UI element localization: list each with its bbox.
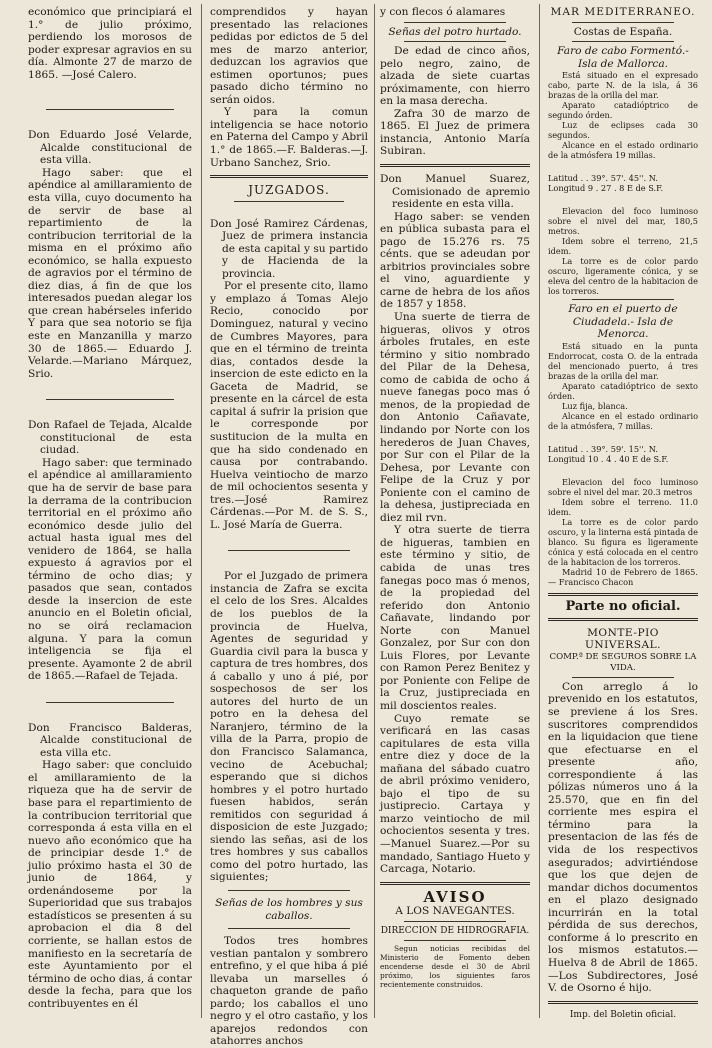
- separator: [404, 921, 506, 922]
- column-3: [380, 6, 530, 989]
- faro-formento-body: Está situado en el expresado cabo, parte N. de la isla, á 36 brazas de la orilla del mar.: [548, 70, 698, 101]
- column-1: [28, 6, 192, 1010]
- double-separator: [380, 882, 530, 885]
- notice-manzanilla-heading: Don Eduardo José Velarde, Alcalde constitucional de esta villa.: [28, 129, 192, 167]
- aviso-body: Segun noticias recibidas del Ministerio de Fomento deben encenderse desde el 30 de Abril próximo, los siguientes faros recientemente construidos.: [380, 944, 530, 990]
- separator: [46, 109, 174, 110]
- montepio-body: Con arreglo á lo prevenido en los estatutos, se previene á los Sres. suscritores comprendidos en la liquidacion que tiene que efectuarse en el presente año, correspondiente á las pólizas números uno á la 25.570, que en fin del corriente mes espira el término para la presentacion de las fés de vida de los respectivos asegurados; advirtiéndose que los que dejen de mandar dichos documentos en el plazo designado incurrirán en la total pérdida de sus derechos, conforme á lo prescrito en los mismos estatutos.—Huelva 8 de Abril de 1865.—Los Subdirectores, José V. de Osorno é hijo.: [548, 680, 698, 995]
- double-separator: [210, 175, 368, 178]
- separator: [404, 22, 506, 23]
- faro-formento-alcance: Alcance en el estado ordinario de la atmósfera 19 millas.: [548, 140, 698, 161]
- faro-ciudadela-luz: Luz fija, blanca.: [562, 400, 628, 411]
- faro-formento-torre: La torre es de color pardo oscuro, ligeramente cónica, y se eleva del centro de la habitacion de los torreros.: [548, 256, 698, 297]
- notice-cartaya-body-4: Cuyo remate se verificará en las casas capitulares de esta villa entre diez y doce de la mañana del sábado cuatro de abril próximo venidero, bajo el tipo de su justiprecio. Cartaya y marzo veintiocho de mil ochocientos sesenta y tres.—Manuel Suarez.—Por su mandado, Santiago Hueto y Carcaga, Notario.: [380, 712, 530, 876]
- separator: [404, 41, 506, 42]
- notice-zafra-signature: Zafra 30 de marzo de 1865. El Juez de primera instancia, Antonio María Subiran.: [380, 107, 530, 158]
- notice-cartaya-body-1: Hago saber: se venden en pública subasta para el pago de 15.276 rs. 75 cénts. que se adeudan por arbitrios provinciales sobre el vino, aguardiente y carne de hebra de los años de 1857 y 1858.: [380, 210, 530, 311]
- montepio-heading: MONTE-PIO UNIVERSAL.: [584, 626, 662, 652]
- separator: [234, 201, 344, 202]
- section-heading-juzgados: JUZGADOS.: [248, 183, 330, 198]
- costas-heading: Costas de España.: [573, 25, 673, 38]
- aviso-subheading: A LOS NAVEGANTES.: [395, 905, 515, 918]
- separator: [572, 41, 674, 42]
- subheading-senas-potro: Señas del potro hurtado.: [388, 25, 522, 38]
- montepio-subheading: COMP.ª DE SEGUROS SOBRE LA VIDA.: [549, 651, 697, 673]
- faro-ciudadela-alcance: Alcance en el estado ordinario de la atmósfera, 7 millas.: [548, 410, 698, 431]
- faro-ciudadela-idem: Idem sobre el terreno. 11.0 idem.: [548, 496, 698, 517]
- imprenta-footer: Imp. del Boletin oficial.: [569, 1009, 677, 1020]
- column-divider: [374, 4, 375, 1018]
- separator: [46, 702, 174, 703]
- notice-zafra-hombres: Todos tres hombres vestian pantalon y sombrero entrefino, y el que hiba á pié llevaba un marselles ó chaqueton grande de paño pardo; los caballos el uno negro y el otro castaño, y los aparejos redondos con atahorres anchos: [210, 935, 368, 1048]
- faro-ciudadela-aparato: Aparato catadióptrico de sexto órden.: [548, 380, 698, 401]
- faro-ciudadela-title: Faro en el puerto de Ciudadela.- Isla de Menorca.: [568, 303, 678, 341]
- separator: [46, 399, 174, 400]
- direccion-hidrografia: DIRECCION DE HIDROGRAFIA.: [380, 925, 530, 936]
- notice-paterna-body: Hago saber: que concluido el amillaramiento de la riqueza que ha de servir de base para el repartimiento de la contribucion territorial que corresponda á esta villa en el nuevo año económico que ha de principiar desde 1.° de julio próximo hasta el 30 de junio de 1864, y ordenándoseme por la Superioridad que sus trabajos estadísticos se presenten á su aprobacion el dia 8 del corriente, se hallan estos de manifiesto en la secretaría de este Ayuntamiento por el término de ocho dias, á contar desde la fecha, para que los contribuyentes en él: [28, 759, 193, 1010]
- notice-huelva-heading: Don José Ramirez Cárdenas, Juez de primera instancia de esta capital y su partido y de Hacienda de la provincia.: [210, 217, 368, 280]
- faro-formento-aparato: Aparato catadióptrico de segundo órden.: [548, 100, 698, 121]
- faro-formento-longitud: Longitud 9 . 27 . 8 E de S.F.: [548, 183, 664, 194]
- notice-cartaya-body-2: Una suerte de tierra de higueras, olivos y otros árboles frutales, en este término y sitio nombrado del Pilar de la Dehesa, como de cabida de ocho á nueve fanegas poco mas ó menos, de la propiedad de don Antonio Cañavate, lindando por Norte con los herederos de Juan Chaves, por Sur con el Pilar de la Dehesa, por Levante con Felipe de la Cruz y por Poniente con el camino de la dehesa, justipreciada en diez mil rvn.: [380, 311, 530, 524]
- separator: [572, 677, 674, 678]
- separator: [228, 550, 350, 551]
- separator: [572, 22, 674, 23]
- notice-zafra-cont: y con flecos ó alamares: [380, 6, 506, 18]
- parte-no-oficial-heading: Parte no oficial.: [565, 598, 681, 614]
- double-separator: [548, 1001, 698, 1004]
- notice-zafra-body: Por el Juzgado de primera instancia de Zafra se excita el celo de los Sres. Alcaldes de los pueblos de la provincia de Huelva, Agentes de seguridad y Guardia civil para la busca y captura de tres hombres, dos á caballo y uno á pié, por sospechosos de ser los autores del hurto de un potro en la dehesa del Naranjero, término de la villa de la Parra, propio de don Francisco Salamanca, vecino de Acebuchal; esperando que si dichos hombres y el potro hurtado fuesen habidos, serán remitidos con seguridad á disposicion de este Juzgado; siendo las señas, asi de los tres hombres y sus caballos como del potro hurtado, las siguientes;: [210, 570, 368, 884]
- faro-ciudadela-torre: La torre es de color pardo oscuro, y la linterna está pintada de blanco. Su figura es ligeramente cónica y está colocada en el centro de la habitacion de los torreros.: [548, 516, 698, 567]
- notice-cartaya-body-3: Y otra suerte de tierra de higueras, tambien en este término y sitio, de cabida de unas tres fanegas poco mas ó menos, de la propiedad del referido don Antonio Cañavate, lindando por Norte con Manuel Gonzalez, por Sur con don Luis Flores, por Levante con Ramon Perez Benitez y por Poniente con Felipe de la Cruz, justipreciada en mil doscientos reales.: [380, 524, 530, 712]
- separator: [228, 890, 350, 891]
- separator: [572, 299, 674, 300]
- notice-zafra-potro: De edad de cinco años, pelo negro, zaino, de alzada de siete cuartas próximamente, con hierro en la masa derecha.: [380, 45, 530, 108]
- column-4: [548, 6, 698, 1020]
- faro-ciudadela-longitud: Longitud 10 . 4 . 40 E de S.F.: [548, 453, 669, 464]
- separator: [228, 928, 350, 929]
- aviso-heading: AVISO: [423, 887, 487, 906]
- faro-formento-latitud: Latitud . . 39°. 57'. 45''. N.: [548, 173, 659, 184]
- notice-almonte-end: económico que principiará el 1.° de julio próximo, perdiendo los morosos de poder expresar agravios en su día. Almonte 27 de marzo de 1865. —José Calero.: [28, 6, 192, 81]
- column-2: [210, 6, 368, 1048]
- column-divider: [201, 4, 202, 1018]
- notice-paterna-heading: Don Francisco Balderas, Alcalde constitucional de esta villa etc.: [28, 721, 192, 759]
- column-divider: [539, 4, 540, 1018]
- separator: [404, 940, 506, 941]
- mar-mediterraneo-heading: MAR MEDITERRANEO.: [550, 6, 696, 18]
- notice-ayamonte-body: Hago saber: que terminado el apéndice al amillaramiento que ha de servir de base para la derrama de la contribucion territorial en el próximo año económico desde julio del actual hasta igual mes del venidero de 1864, se halla expuesto á agravios por el término de ocho dias; y pasados que sean, contados desde la insercion de este anuncio en el Boletin oficial, no se oirá reclamacion alguna. Y para la comun inteligencia se fija el presente. Ayamonte 2 de abril de 1865.—Rafael de Tejada.: [28, 456, 192, 683]
- faro-ciudadela-body: Está situado en la punta Endorrocat, costa O. de la entrada del mencionado puerto, á tres brazas de la orilla del mar.: [548, 340, 698, 381]
- notice-ayamonte-heading: Don Rafael de Tejada, Alcalde constitucional de esta ciudad.: [28, 419, 192, 457]
- double-separator: [548, 593, 698, 596]
- faro-ciudadela-latitud: Latitud . . 39°. 59'. 15''. N.: [548, 443, 659, 454]
- notice-paterna-cont: comprendidos y hayan presentado las relaciones pedidas por edictos de 5 del mes de marzo anterior, deduzcan los agravios que estimen oportunos; pues pasado dicho término no serán oidos.: [210, 6, 368, 106]
- faro-signature: Madrid 10 de Febrero de 1865.— Francisco Chacon: [548, 566, 698, 587]
- faro-formento-elevacion: Elevacion del foco luminoso sobre el nivel del mar, 180,5 metros.: [548, 206, 698, 237]
- faro-ciudadela-elevacion: Elevacion del foco luminoso sobre el nivel del mar. 20.3 metros: [548, 476, 698, 497]
- double-separator: [548, 618, 698, 621]
- faro-formento-title: Faro de cabo Formentó.-Isla de Mallorca.: [557, 45, 689, 70]
- notice-paterna-signature: Y para la comun inteligencia se hace notorio en Paterna del Campo y Abril 1.° de 1865.—F. Balderas.—J. Urbano Sanchez, Srio.: [210, 106, 368, 169]
- notice-cartaya-heading: Don Manuel Suarez, Comisionado de apremio residente en esta villa.: [380, 173, 530, 211]
- faro-formento-luz: Luz de eclipses cada 30 segundos.: [548, 120, 698, 141]
- notice-huelva-body: Por el presente cito, llamo y emplazo á Tomas Alejo Recio, conocido por Dominguez, natural y vecino de Cumbres Mayores, para que en el término de treinta dias, contados desde la insercion de este edicto en la Gaceta de Madrid, se presente en la cárcel de esta capital á sufrir la prision que le corresponde por sustitucion de la multa en que ha sido condenado en causa por contrabando. Huelva veintiocho de marzo de mil ochocientos sesenta y tres.—José Ramirez Cárdenas.—Por M. de S. S., L. José María de Guerra.: [210, 280, 368, 531]
- subheading-senas-hombres: Señas de los hombres y sus caballos.: [215, 897, 363, 922]
- double-separator: [380, 164, 530, 167]
- notice-manzanilla-body: Hago saber: que el apéndice al amillaramiento de esta villa, cuyo documento ha de servir de base al repartimiento de la contribucion territorial de la misma en el próximo año económico, se halla expuesto de agravios por el término de diez dias, á fin de que los interesados puedan alegar los que crean habérseles inferido Y para que sea notorio se fija este en Manzanilla y marzo 30 de 1865.— Eduardo J. Velarde.—Mariano Márquez, Srio.: [28, 166, 192, 380]
- faro-formento-idem: Idem sobre el terreno, 21,5 idem.: [548, 236, 698, 257]
